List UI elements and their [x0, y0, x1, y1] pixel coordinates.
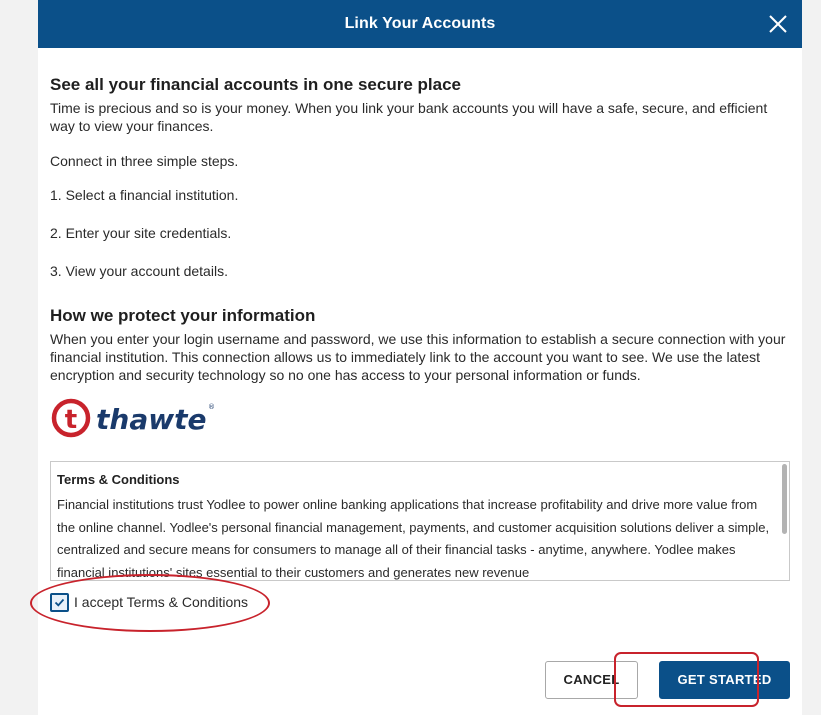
thawte-wordmark: thawte — [96, 403, 207, 436]
svg-text:t: t — [64, 405, 78, 435]
modal-header — [38, 0, 802, 48]
terms-scroll-box[interactable] — [50, 461, 790, 581]
cancel-button[interactable]: CANCEL — [545, 661, 638, 699]
terms-scrollbar[interactable] — [782, 464, 787, 534]
intro-heading: See all your financial accounts in one secure place — [50, 75, 461, 94]
step-item: 3. View your account details. — [50, 263, 228, 279]
step-item: 2. Enter your site credentials. — [50, 225, 232, 241]
close-button[interactable] — [768, 14, 788, 34]
get-started-button[interactable]: GET STARTED — [659, 661, 790, 699]
svg-text:®: ® — [208, 403, 215, 411]
thawte-logo — [50, 397, 220, 439]
terms-body: Financial institutions trust Yodlee to power online banking applications that increase profitability and drive more value from the online channel. Yodlee's personal financial management, payments, and customer acquisition solutions deliver a simple, centralized and secure means for consumers to manage all of their financial tasks - anytime, anywhere. Yodlee makes financial institutions' sites essential to their customers and generates new revenue — [57, 497, 770, 580]
steps-intro: Connect in three simple steps. — [50, 153, 239, 169]
checkmark-icon — [54, 597, 65, 608]
protect-paragraph: When you enter your login username and password, we use this information to establish a secure connection with your financial institution. This connection allows us to immediately link to the account you want to see. We use the latest encryption and security technology so no one has access to your personal information or funds. — [50, 331, 786, 383]
protect-heading: How we protect your information — [50, 306, 316, 325]
link-accounts-modal — [38, 0, 802, 715]
step-item: 1. Select a financial institution. — [50, 187, 239, 203]
accept-terms-label[interactable]: I accept Terms & Conditions — [74, 594, 249, 610]
accept-terms-checkbox[interactable] — [50, 593, 69, 612]
close-icon — [768, 14, 788, 34]
modal-title: Link Your Accounts — [344, 15, 496, 32]
intro-paragraph: Time is precious and so is your money. When you link your bank accounts you will have a safe, secure, and efficient way to view your finances. — [50, 100, 768, 134]
terms-title: Terms & Conditions — [57, 472, 180, 487]
